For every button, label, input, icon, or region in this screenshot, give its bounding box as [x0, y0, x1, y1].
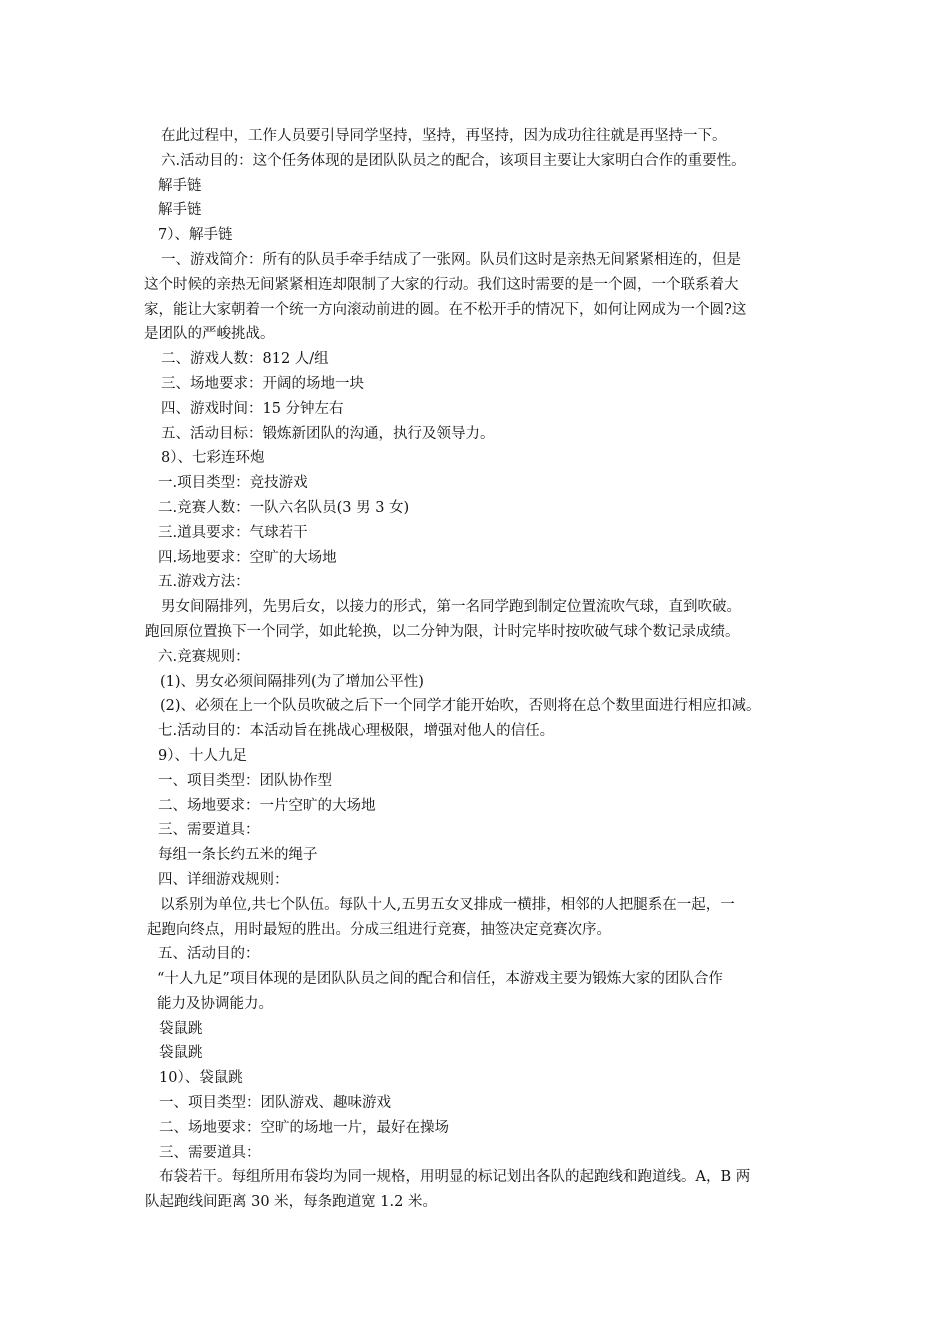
paragraph-line: 以系别为单位,共七个队伍。每队十人,五男五女叉排成一横排，相邻的人把腿系在一起，一 [160, 896, 735, 913]
section-heading: 袋鼠跳 [159, 1020, 203, 1037]
paragraph-line: (2)、必须在上一个队员吹破之后下一个同学才能开始吹，否则将在总个数里面进行相应扣减。 [160, 698, 761, 715]
section-heading: 10）、袋鼠跳 [159, 1070, 243, 1087]
paragraph-line: 二、场地要求：一片空旷的大场地 [158, 797, 376, 814]
paragraph-line: 队起跑线间距离 30 米，每条跑道宽 1.2 米。 [145, 1194, 437, 1211]
section-heading: 解手链 [158, 202, 202, 219]
section-heading: 8）、七彩连环炮 [161, 450, 265, 467]
paragraph-line: “十人九足”项目体现的是团队队员之间的配合和信任，本游戏主要为锻炼大家的团队合作 [157, 971, 723, 988]
paragraph-line: 一.项目类型：竞技游戏 [158, 475, 308, 492]
paragraph-line: 二、游戏人数：812 人/组 [161, 351, 329, 368]
paragraph-line: 五、活动目的： [158, 946, 260, 963]
section-heading: 袋鼠跳 [159, 1045, 203, 1062]
paragraph-line: 二、场地要求：空旷的场地一片，最好在操场 [159, 1119, 449, 1136]
paragraph-line: 三、场地要求：开阔的场地一块 [161, 375, 364, 392]
paragraph-line: 每组一条长约五米的绳子 [158, 847, 318, 864]
paragraph-line: 布袋若干。每组所用布袋均为同一规格，用明显的标记划出各队的起跑线和跑道线。A，B 两 [159, 1169, 751, 1186]
paragraph-line: (1)、男女必须间隔排列(为了增加公平性) [160, 673, 424, 690]
paragraph-line: 三、需要道具： [159, 1144, 261, 1161]
paragraph-line: 五、活动目标：锻炼新团队的沟通，执行及领导力。 [161, 425, 495, 442]
section-heading: 9）、十人九足 [158, 747, 247, 764]
section-heading: 7）、解手链 [158, 227, 233, 244]
paragraph-line: 起跑向终点，用时最短的胜出。分成三组进行竞赛，抽签决定竞赛次序。 [147, 921, 611, 938]
paragraph-line: 三、需要道具： [158, 822, 260, 839]
paragraph-line: 一、项目类型：团队协作型 [158, 772, 332, 789]
paragraph-line: 一、游戏简介：所有的队员手牵手结成了一张网。队员们这时是亲热无间紧紧相连的，但是 [161, 251, 741, 268]
paragraph-line: 家，能让大家朝着一个统一方向滚动前进的圆。在不松开手的情况下，如何让网成为一个圆?这 [144, 301, 747, 318]
paragraph-line: 四.场地要求：空旷的大场地 [158, 549, 337, 566]
paragraph-line: 六.竞赛规则： [158, 648, 250, 665]
document-body [144, 124, 826, 1215]
paragraph-line: 这个时候的亲热无间紧紧相连却限制了大家的行动。我们这时需要的是一个圆，一个联系着大 [144, 276, 739, 293]
paragraph-line: 六.活动目的：这个任务体现的是团队队员之的配合，该项目主要让大家明白合作的重要性。 [161, 152, 746, 169]
section-heading: 解手链 [158, 177, 202, 194]
paragraph-line: 三.道具要求：气球若干 [158, 524, 308, 541]
paragraph-line: 是团队的严峻挑战。 [144, 326, 275, 343]
paragraph-line: 四、详细游戏规则： [158, 871, 289, 888]
paragraph-line: 男女间隔排列，先男后女，以接力的形式，第一名同学跑到制定位置流吹气球，直到吹破。 [161, 599, 741, 616]
paragraph-line: 二.竞赛人数：一队六名队员(3 男 3 女) [158, 499, 410, 516]
paragraph-line: 五.游戏方法： [158, 574, 250, 591]
paragraph-line: 在此过程中，工作人员要引导同学坚持，坚持，再坚持，因为成功往往就是再坚持一下。 [161, 128, 727, 144]
paragraph-line: 七.活动目的：本活动旨在挑战心理极限，增强对他人的信任。 [158, 723, 555, 740]
paragraph-line: 跑回原位置换下一个同学，如此轮换，以二分钟为限，计时完毕时按吹破气球个数记录成绩。 [145, 623, 740, 640]
paragraph-line: 能力及协调能力。 [157, 995, 273, 1012]
paragraph-line: 四、游戏时间：15 分钟左右 [161, 400, 344, 417]
paragraph-line: 一、项目类型：团队游戏、趣味游戏 [159, 1095, 391, 1112]
